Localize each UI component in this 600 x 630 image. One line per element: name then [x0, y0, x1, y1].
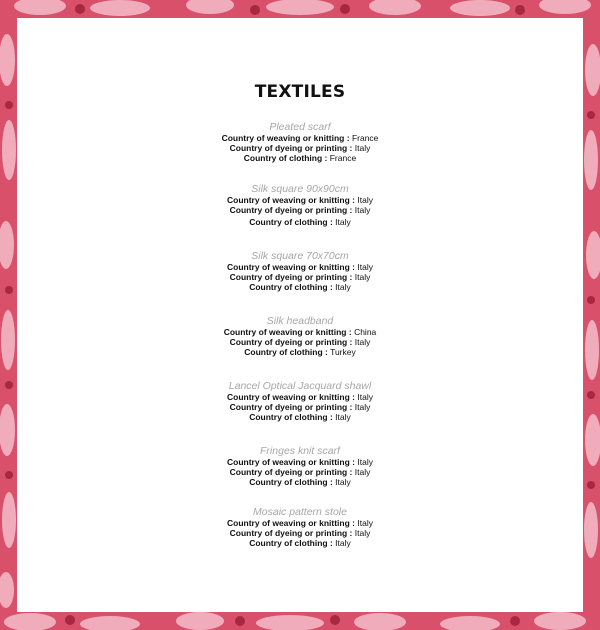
- dyeing-value: Italy: [354, 467, 371, 477]
- product-name: Silk square 90x90cm: [251, 183, 349, 195]
- dyeing-row: [17, 467, 583, 477]
- dyeing-value: Italy: [354, 528, 371, 538]
- dyeing-label: Country of dyeing or printing :: [229, 337, 353, 347]
- dyeing-label: Country of dyeing or printing :: [229, 467, 353, 477]
- product-silk-headband: [17, 316, 583, 357]
- dyeing-row: [17, 205, 583, 215]
- dyeing-row: [17, 143, 583, 153]
- clothing-value: Italy: [335, 538, 351, 548]
- weaving-label: Country of weaving or knitting :: [227, 195, 355, 205]
- clothing-row: [17, 282, 583, 292]
- content-panel: [17, 18, 583, 612]
- weaving-row: [17, 457, 583, 467]
- weaving-value: Italy: [357, 262, 373, 272]
- weaving-row: [17, 262, 583, 272]
- clothing-value: Italy: [335, 477, 351, 487]
- product-name: Pleated scarf: [269, 121, 331, 133]
- clothing-label: Country of clothing :: [249, 217, 333, 227]
- product-mosaic-stole: [17, 507, 583, 548]
- dyeing-label: Country of dyeing or printing :: [229, 528, 353, 538]
- weaving-value: China: [354, 327, 377, 337]
- weaving-label: Country of weaving or knitting :: [227, 262, 355, 272]
- dyeing-value: Italy: [354, 205, 371, 215]
- dyeing-row: [17, 272, 583, 282]
- product-silk-square-70: [17, 251, 583, 292]
- clothing-value: Italy: [335, 217, 351, 227]
- clothing-row: [17, 412, 583, 422]
- clothing-row: [17, 477, 583, 487]
- product-silk-square-90: [17, 184, 583, 227]
- product-name: Fringes knit scarf: [260, 445, 340, 457]
- dyeing-row: [17, 402, 583, 412]
- product-fringes-knit-scarf: [17, 446, 583, 487]
- product-name: Silk square 70x70cm: [251, 250, 349, 262]
- dyeing-value: Italy: [354, 143, 371, 153]
- clothing-row: [17, 217, 583, 227]
- weaving-row: [17, 195, 583, 205]
- product-pleated-scarf: [17, 122, 583, 163]
- clothing-value: Turkey: [330, 347, 356, 357]
- weaving-value: France: [351, 133, 379, 143]
- clothing-value: France: [329, 153, 357, 163]
- product-jacquard-shawl: [17, 381, 583, 422]
- clothing-row: [17, 347, 583, 357]
- clothing-label: Country of clothing :: [243, 153, 328, 163]
- weaving-value: Italy: [357, 518, 373, 528]
- weaving-row: [17, 133, 583, 143]
- dyeing-label: Country of dyeing or printing :: [229, 205, 353, 215]
- weaving-value: Italy: [357, 392, 373, 402]
- page-title: TEXTILES: [254, 82, 346, 102]
- weaving-label: Country of weaving or knitting :: [227, 518, 355, 528]
- weaving-row: [17, 327, 583, 337]
- weaving-label: Country of weaving or knitting :: [223, 327, 352, 337]
- dyeing-value: Italy: [354, 402, 371, 412]
- weaving-value: Italy: [357, 457, 373, 467]
- clothing-row: [17, 153, 583, 163]
- weaving-row: [17, 392, 583, 402]
- clothing-label: Country of clothing :: [249, 538, 333, 548]
- dyeing-row: [17, 337, 583, 347]
- clothing-value: Italy: [335, 282, 351, 292]
- product-name: Lancel Optical Jacquard shawl: [228, 380, 372, 392]
- clothing-label: Country of clothing :: [249, 412, 333, 422]
- product-name: Silk headband: [266, 315, 334, 327]
- product-name: Mosaic pattern stole: [253, 506, 347, 518]
- clothing-value: Italy: [335, 412, 351, 422]
- clothing-label: Country of clothing :: [249, 477, 333, 487]
- dyeing-label: Country of dyeing or printing :: [229, 272, 353, 282]
- clothing-label: Country of clothing :: [249, 282, 333, 292]
- weaving-label: Country of weaving or knitting :: [227, 457, 355, 467]
- dyeing-value: Italy: [354, 272, 371, 282]
- dyeing-label: Country of dyeing or printing :: [229, 402, 353, 412]
- weaving-row: [17, 518, 583, 528]
- dyeing-row: [17, 528, 583, 538]
- dyeing-value: Italy: [354, 337, 371, 347]
- weaving-label: Country of weaving or knitting :: [227, 392, 355, 402]
- clothing-label: Country of clothing :: [244, 347, 328, 357]
- weaving-label: Country of weaving or knitting :: [221, 133, 350, 143]
- dyeing-label: Country of dyeing or printing :: [229, 143, 353, 153]
- clothing-row: [17, 538, 583, 548]
- weaving-value: Italy: [357, 195, 373, 205]
